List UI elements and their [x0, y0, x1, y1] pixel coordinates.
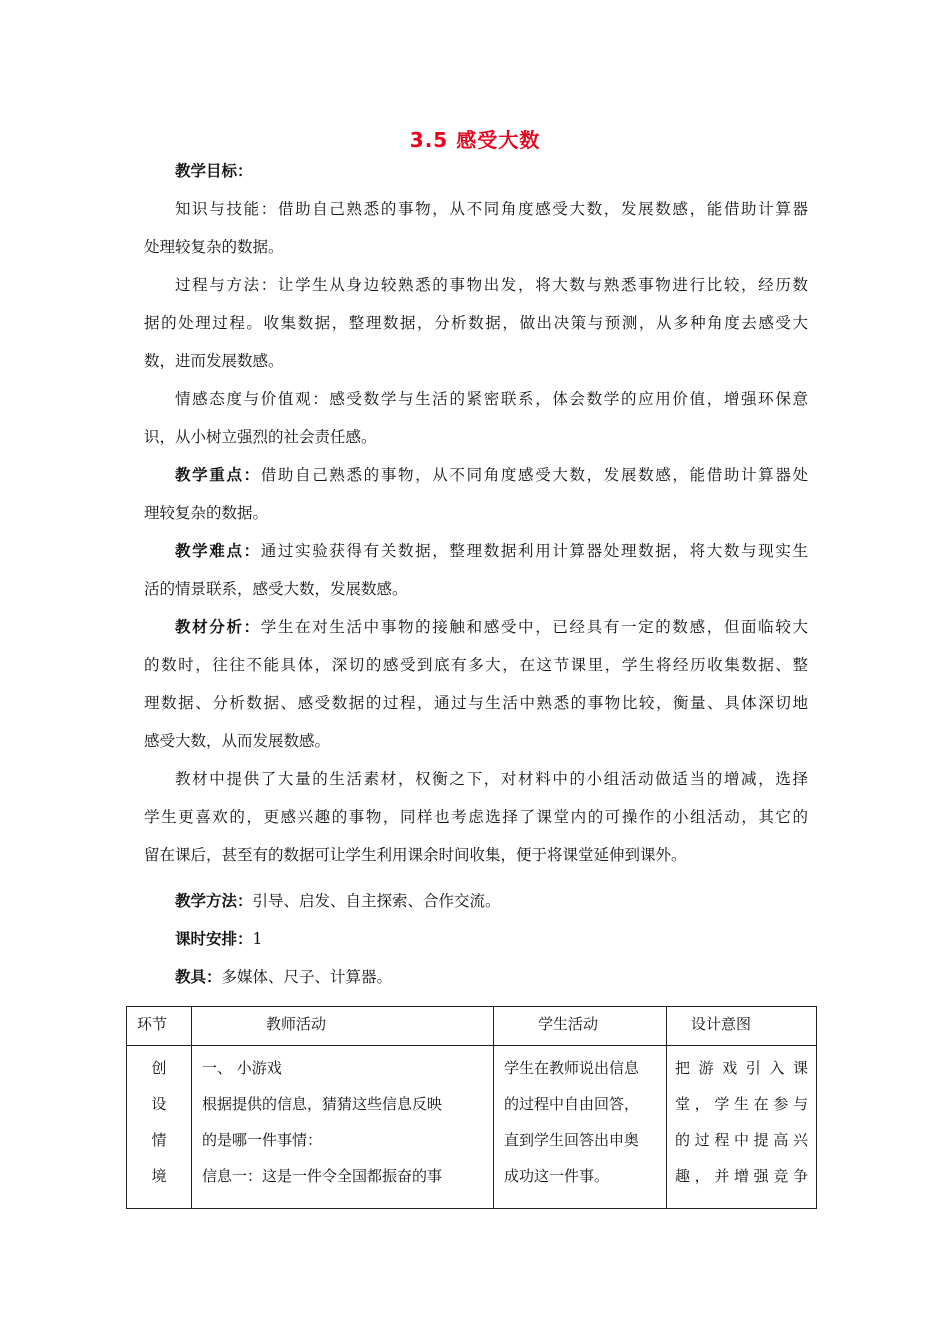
process-line-2: 据的处理过程。收集数据，整理数据，分析数据，做出决策与预测，从多种角度去感受大: [144, 314, 808, 332]
difficulty-line-1: 教学难点：通过实验获得有关数据，整理数据利用计算器处理数据，将大数与现实生: [175, 542, 808, 560]
knowledge-line-2: 处理较复杂的数据。: [144, 238, 284, 256]
tools-line: 教具：多媒体、尺子、计算器。: [175, 968, 393, 986]
emotion-line-2: 识，从小树立强烈的社会责任感。: [144, 428, 377, 446]
key-point-line-1: 教学重点：借助自己熟悉的事物，从不同角度感受大数，发展数感，能借助计算器处: [175, 466, 808, 484]
lesson-plan-table: [126, 1006, 817, 1209]
analysis-label: 教材分析：: [175, 618, 261, 636]
objectives-heading: 教学目标：: [175, 162, 253, 180]
document-body: [144, 152, 808, 996]
table-row: [127, 1046, 817, 1209]
design-intent-cell: 把游戏引入课 堂，学生在参与 的过程中提高兴 趣，并增强竞争: [667, 1046, 817, 1209]
analysis-line-1: 教材分析：学生在对生活中事物的接触和感受中，已经具有一定的数感，但面临较大: [175, 618, 808, 636]
process-line-1: 过程与方法：让学生从身边较熟悉的事物出发，将大数与熟悉事物进行比较，经历数: [175, 276, 808, 294]
analysis-line-2: 的数时，往往不能具体，深切的感受到底有多大，在这节课里，学生将经历收集数据、整: [144, 656, 808, 674]
analysis-line-4: 感受大数，从而发展数感。: [144, 732, 331, 750]
analysis-p2-line-3: 留在课后，甚至有的数据可让学生利用课余时间收集，便于将课堂延伸到课外。: [144, 846, 687, 864]
analysis-line-3: 理数据、分析数据、感受数据的过程，通过与生活中熟悉的事物比较，衡量、具体深切地: [144, 694, 808, 712]
student-activity-cell: 学生在教师说出信息 的过程中自由回答， 直到学生回答出申奥 成功这一件事。: [494, 1046, 667, 1209]
key-point-label: 教学重点：: [175, 466, 261, 484]
difficulty-label: 教学难点：: [175, 542, 261, 560]
methods-line: 教学方法：引导、启发、自主探索、合作交流。: [175, 892, 501, 910]
analysis-p2-line-2: 学生更喜欢的，更感兴趣的事物，同样也考虑选择了课堂内的可操作的小组活动，其它的: [144, 808, 808, 826]
process-line-3: 数，进而发展数感。: [144, 352, 284, 370]
analysis-p2-line-1: 教材中提供了大量的生活素材，权衡之下，对材料中的小组活动做适当的增减，选择: [175, 770, 808, 788]
table-header-row: [127, 1007, 817, 1046]
difficulty-line-2: 活的情景联系，感受大数，发展数感。: [144, 580, 408, 598]
header-student: 学生活动: [538, 1015, 599, 1033]
header-intent: 设计意图: [691, 1015, 752, 1033]
hours-line: 课时安排：1: [175, 930, 263, 948]
stage-cell: 创 设 情 境: [127, 1046, 192, 1209]
header-stage: 环节: [137, 1015, 168, 1033]
header-teacher: 教师活动: [266, 1015, 327, 1033]
key-point-line-2: 理较复杂的数据。: [144, 504, 269, 522]
page-title: 3.5 感受大数: [409, 128, 541, 152]
teacher-activity-cell: 一、 小游戏 根据提供的信息，猜猜这些信息反映 的是哪一件事情： 信息一：这是一件令全国都振奋的事: [192, 1046, 494, 1209]
knowledge-line-1: 知识与技能：借助自己熟悉的事物，从不同角度感受大数，发展数感，能借助计算器: [175, 200, 808, 218]
emotion-line-1: 情感态度与价值观：感受数学与生活的紧密联系，体会数学的应用价值，增强环保意: [175, 390, 808, 408]
